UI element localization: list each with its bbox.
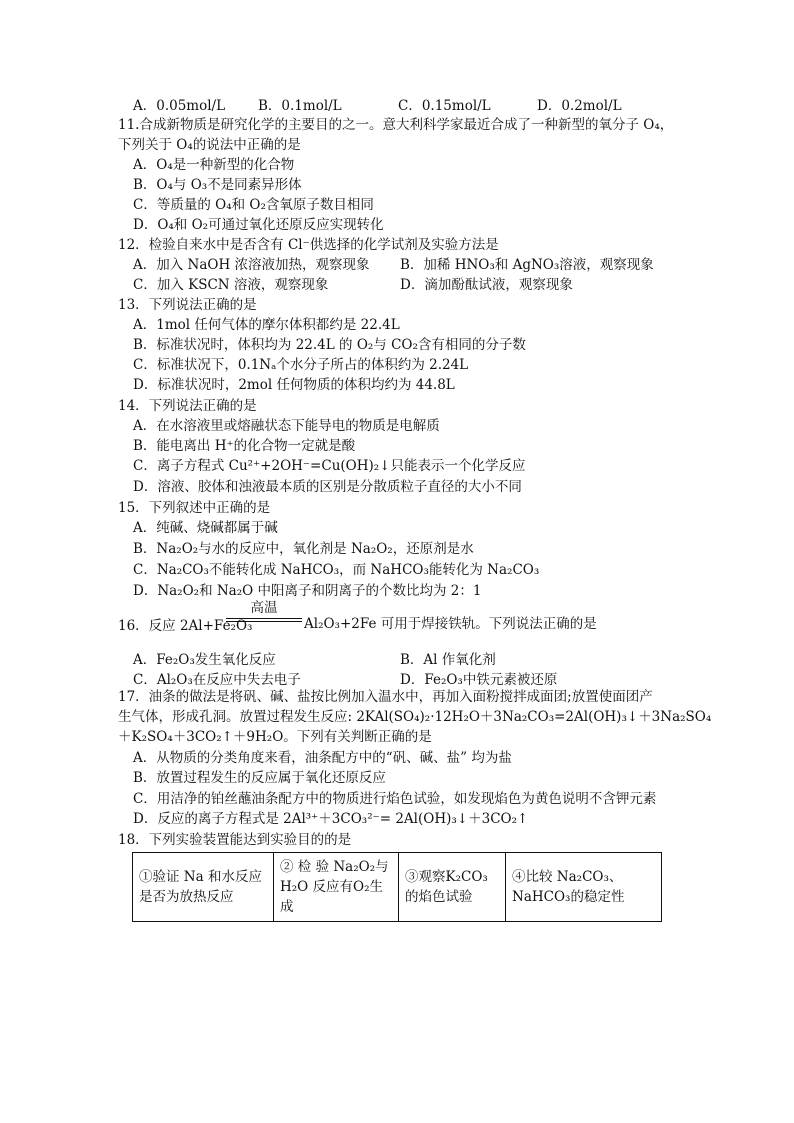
- q17-stem-line2: 生气体，形成孔洞。放置过程发生反应: 2KAl(SO₄)₂·12H₂O＋3Na₂CO₃=2Al(OH)₃↓＋3Na₂SO₄: [118, 709, 712, 725]
- q18-stem: 18．下列实验装置能达到实验目的的是: [118, 832, 352, 848]
- q13-stem: 13．下列说法正确的是: [118, 297, 257, 313]
- q14-stem: 14．下列说法正确的是: [118, 398, 257, 414]
- q12-option-a: A．加入 NaOH 浓溶液加热，观察现象: [133, 257, 370, 273]
- q10-option-c: C．0.15mol/L: [398, 98, 491, 114]
- q11-option-c: C．等质量的 O₄和 O₂含氧原子数目相同: [133, 197, 374, 213]
- q18-experiment-table: [132, 852, 662, 922]
- q16-option-d: D．Fe₂O₃中铁元素被还原: [400, 672, 558, 688]
- q15-option-a: A．纯碱、烧碱都属于碱: [133, 520, 278, 536]
- q14-option-a: A．在水溶液里或熔融状态下能导电的物质是电解质: [133, 418, 440, 434]
- q10-option-d: D．0.2mol/L: [537, 98, 622, 114]
- q18-cell-3: ③观察K₂CO₃ 的焰色试验: [399, 853, 506, 922]
- q11-stem-line1: 11.合成新物质是研究化学的主要目的之一。意大利科学家最近合成了一种新型的氧分子 O₄，: [118, 117, 674, 133]
- q15-option-c: C．Na₂CO₃不能转化成 NaHCO₃，而 NaHCO₃能转化为 Na₂CO₃: [133, 562, 540, 578]
- q12-option-d: D．滴加酚酞试液，观察现象: [400, 277, 573, 293]
- q16-stem-left: 16．反应 2Al+Fe₂O₃: [118, 618, 253, 634]
- q15-option-b: B．Na₂O₂与水的反应中，氧化剂是 Na₂O₂，还原剂是水: [133, 541, 474, 557]
- q11-option-b: B．O₄与 O₃不是同素异形体: [133, 177, 302, 193]
- q14-option-d: D．溶液、胶体和浊液最本质的区别是分散质粒子直径的大小不同: [133, 479, 522, 495]
- q12-stem: 12．检验自来水中是否含有 Cl⁻供选择的化学试剂及实验方法是: [118, 237, 499, 253]
- q12-option-c: C．加入 KSCN 溶液，观察现象: [133, 277, 329, 293]
- q16-option-c: C．Al₂O₃在反应中失去电子: [133, 672, 301, 688]
- q14-option-b: B．能电离出 H⁺的化合物一定就是酸: [133, 438, 356, 454]
- q16-option-a: A．Fe₂O₃发生氧化反应: [133, 652, 276, 668]
- q12-option-b: B．加稀 HNO₃和 AgNO₃溶液，观察现象: [400, 257, 654, 273]
- q17-stem-line1: 17．油条的做法是将矾、碱、盐按比例加入温水中，再加入面粉搅拌成面团;放置使面团产: [118, 689, 653, 705]
- q18-cell-2: ② 检 验 Na₂O₂与 H₂O 反应有O₂生成: [274, 853, 399, 922]
- q10-option-a: A．0.05mol/L: [133, 98, 226, 114]
- q14-option-c: C．离子方程式 Cu²⁺+2OH⁻=Cu(OH)₂↓只能表示一个化学反应: [133, 458, 526, 474]
- q16-option-b: B．Al 作氧化剂: [400, 652, 496, 668]
- q16-condition-label: 高温: [250, 600, 278, 616]
- q11-option-a: A．O₄是一种新型的化合物: [133, 157, 295, 173]
- q13-option-d: D．标准状况时，2mol 任何物质的体积均约为 44.8L: [133, 377, 455, 393]
- q15-option-d: D．Na₂O₂和 Na₂O 中阳离子和阴离子的个数比均为 2：1: [133, 583, 482, 599]
- table-row: [133, 853, 662, 922]
- q18-cell-1: ①验证 Na 和水反应是否为放热反应: [133, 853, 274, 922]
- q17-stem-line3: ＋K₂SO₄＋3CO₂↑＋9H₂O。下列有关判断正确的是: [118, 729, 432, 745]
- q18-cell-4: ④比较 Na₂CO₃、NaHCO₃的稳定性: [506, 853, 662, 922]
- q17-option-d: D．反应的离子方程式是 2Al³⁺＋3CO₃²⁻= 2Al(OH)₃↓＋3CO₂↑: [133, 811, 529, 827]
- q17-option-c: C．用洁净的铂丝蘸油条配方中的物质进行焰色试验，如发现焰色为黄色说明不含钾元素: [133, 791, 657, 807]
- q15-stem: 15．下列叙述中正确的是: [118, 500, 271, 516]
- q10-option-b: B．0.1mol/L: [258, 98, 342, 114]
- q13-option-a: A．1mol 任何气体的摩尔体积都约是 22.4L: [133, 317, 400, 333]
- q10-options: [133, 94, 653, 114]
- q16-reaction-condition: [226, 600, 302, 622]
- q16-stem-right: Al₂O₃+2Fe 可用于焊接铁轨。下列说法正确的是: [304, 616, 597, 632]
- q17-option-a: A．从物质的分类角度来看，油条配方中的“矾、碱、盐” 均为盐: [133, 750, 512, 766]
- q16-equals-bar-bottom: [226, 621, 302, 622]
- q11-stem-line2: 下列关于 O₄的说法中正确的是: [118, 137, 301, 153]
- q13-option-c: C．标准状况下，0.1Nₐ个水分子所占的体积约为 2.24L: [133, 357, 469, 373]
- q16-equals-bar-top: [226, 618, 302, 619]
- q17-option-b: B．放置过程发生的反应属于氧化还原反应: [133, 770, 386, 786]
- q13-option-b: B．标准状况时，体积均为 22.4L 的 O₂与 CO₂含有相同的分子数: [133, 337, 526, 353]
- q11-option-d: D．O₄和 O₂可通过氧化还原反应实现转化: [133, 217, 384, 233]
